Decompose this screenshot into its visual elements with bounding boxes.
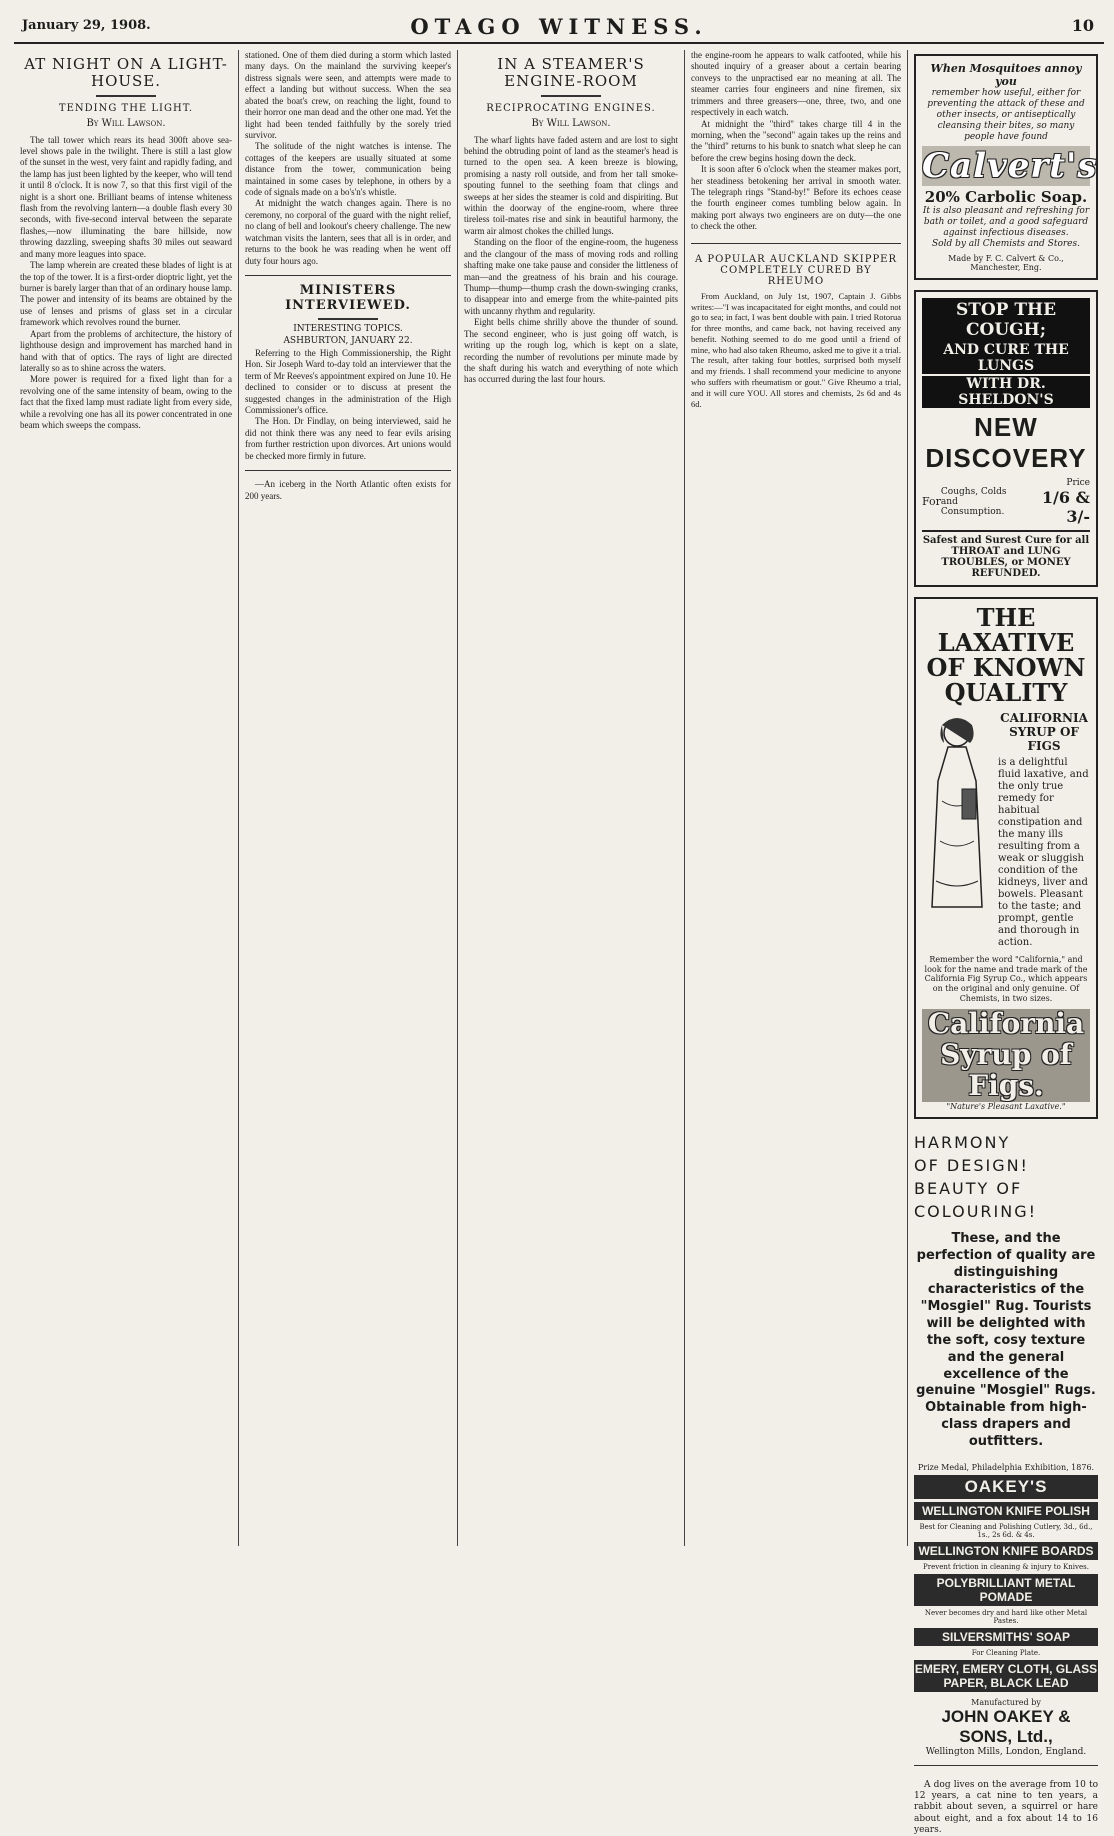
article-paragraph: The lamp wherein are created these blades of light is at the top of the tower. It is a first-order dioptric light, yet the burner is barely larger than that of an ordinary house lamp. The power and intensity of its beams are obtained by the use of lenses and prisms of glass set in a circular framework which revolves round the burner. (20, 260, 233, 328)
rheumo-body: From Auckland, on July 1st, 1907, Captain J. Gibbs writes:—"I was incapacitated for eight months, and could not go to sea; in fact, I was bent double with pain. I tried Rotorua for three months, and came back, not having received any benefit. Nothing seemed to do me good until a friend of mine, who had also taken Rheumo, asked me to give it a trial. The result, after taking four bottles, surprised both myself and my friends. I shall recommend your medicine to anyone who suffers with rheumatism or gout." Give Rheumo a trial, and it will cure YOU. All stores and chemists, 2s 6d and 4s 6d. (691, 290, 901, 409)
oakey-note-1: Best for Cleaning and Polishing Cutlery, 3d., 6d., 1s., 2s 6d. & 4s. (919, 1522, 1093, 1539)
calvert-brand: Calvert's (922, 146, 1098, 187)
calvert-note: It is also pleasant and refreshing for bath or toilet, and a good safeguard against infectious diseases. (922, 206, 1090, 238)
column-5 (908, 50, 1104, 1835)
oakey-note-3: Never becomes dry and hard like other Metal Pastes. (924, 1608, 1088, 1625)
mosgiel-h2: OF DESIGN! (914, 1155, 1029, 1175)
article-paragraph: Apart from the problems of architecture, the history of lighthouse design and improvement has marched hand in hand with that of optics. The rays of light are directed laterally so as to shine across the waters. (20, 328, 232, 373)
cough-line1: STOP THE COUGH; (922, 298, 1090, 342)
figs-remember: Remember the word "California," and look for the name and trade mark of the California Fig Syrup Co., which appears on the original and only genuine. Of Chemists, in two sizes. (924, 955, 1088, 1003)
cough-price: 1/6 & 3/- (1041, 487, 1090, 526)
figs-slogan: "Nature's Pleasant Laxative." (946, 1101, 1066, 1111)
figs-ad (914, 597, 1098, 1119)
figs-right (998, 711, 1090, 949)
mosgiel-h3: BEAUTY OF (914, 1179, 1023, 1199)
article-paragraph: The Hon. Dr Findlay, on being interviewed, said he did not think there was any need to fear evils arising from further restriction upon divorces. Art unions would be checked more firmly in future. (245, 416, 452, 461)
issue-date: January 29, 1908. (22, 18, 151, 33)
page-number: 10 (1071, 16, 1094, 35)
iceberg-note: —An iceberg in the North Atlantic often exists for 200 years. (245, 479, 452, 501)
oakey-ad (914, 1463, 1098, 1757)
cough-safest: Safest and Surest Cure for all THROAT and LUNG TROUBLES, or MONEY REFUNDED. (922, 530, 1090, 579)
oakey-banner-1: OAKEY'S (914, 1475, 1098, 1499)
oakey-manufactured: Manufactured by (971, 1697, 1041, 1707)
oakey-company: JOHN OAKEY & SONS, Ltd., (941, 1706, 1071, 1746)
cough-line2: AND CURE THE LUNGS (922, 342, 1090, 374)
divider (691, 243, 901, 244)
mosgiel-heading (914, 1131, 1098, 1224)
lighthouse-byline: By Will Lawson. (86, 117, 166, 129)
cough-ad (914, 290, 1098, 587)
woman-figure-icon (922, 711, 992, 911)
oakey-note-4: For Cleaning Plate. (971, 1648, 1041, 1657)
article-paragraph: Referring to the High Commissionership, the Right Hon. Sir Joseph Ward to-day told an interviewer that the term of Mr Reeves's appointment expired on June 10. He declined to consider or to discuss at present the suggested changes in the administration of the High Commissioner's office. (245, 347, 452, 415)
cough-for: For (922, 495, 941, 509)
calvert-text: remember how useful, either for preventing the attack of these and other insects, or antiseptically cleansing their bites, so many people have found (927, 88, 1085, 142)
article-paragraph: The solitude of the night watches is intense. The cottages of the keepers are usually situated at some distance from the tower, communication being maintained in some cases by telephone, in others by a code of signals made on a bo's'n's whistle. (245, 141, 452, 198)
calvert-sold: Sold by all Chemists and Stores. (931, 238, 1080, 249)
cough-items: Coughs, Colds and Consumption. (940, 486, 1007, 517)
cough-details (922, 478, 1090, 526)
oakey-banner-4: POLYBRILLIANT METAL POMADE (914, 1574, 1098, 1606)
mosgiel-ad (914, 1131, 1098, 1451)
article-paragraph: the engine-room he appears to walk catfooted, while his shouted inquiry of a greaser about a certain bearing conveys to the unpractised ear no meaning at all. The steamer carries four engineers and nine firemen, six trimmers and three greasers—one, three, two, and one respectively in each watch. (691, 50, 901, 118)
oakey-prize: Prize Medal, Philadelphia Exhibition, 1876. (917, 1462, 1095, 1472)
engine-room-headline: IN A STEAMER'S ENGINE-ROOM (497, 55, 645, 91)
article-paragraph: The wharf lights have faded astern and are lost to sight behind the obtruding point of land as the steamer's head is turned to the open sea. A keen breeze is blowing, promising a nasty roll outside, and from her tall smoke-spouting funnel to the seething foam that clings and sweeps at her sides the steamer is cold and dispiriting. But within the doorway of the engine-room, where three tireless toil-mates rise and sink in beautiful harmony, the warm air almost chokes the chilled lungs. (464, 134, 678, 236)
masthead (14, 12, 1104, 44)
article-paragraph: stationed. One of them died during a storm which lasted many days. On the mainland the surviving keeper's distress signals were seen, and attempts were made to effect a landing but without success. When the sea abated the boat's crew, on reaching the light, found to their horror one man dead and the other one mad. Yet the light had been tended faithfully by the sorely tried survivor. (245, 50, 452, 140)
divider (541, 95, 601, 97)
column-1 (14, 50, 239, 1546)
oakey-banner-5: SILVERSMITHS' SOAP (914, 1628, 1098, 1646)
oakey-banner-2: WELLINGTON KNIFE POLISH (914, 1502, 1098, 1520)
newspaper-title: OTAGO WITNESS. (410, 14, 708, 39)
column-2 (239, 50, 458, 1546)
divider (318, 318, 378, 320)
cough-line3: WITH DR. SHELDON'S (922, 376, 1090, 408)
figs-text: is a delightful fluid laxative, and the only true remedy for habitual constipation and the many ills resulting from a weak or sluggish condition of the kidneys, liver and bowels. Pleasant to the taste; and prompt, gentle and thorough in action. (998, 757, 1089, 949)
engine-room-byline: By Will Lawson. (531, 117, 611, 129)
divider (245, 275, 451, 276)
divider (245, 470, 451, 471)
article-paragraph: Eight bells chime shrilly above the thunder of sound. The second engineer, who is just going off watch, is writing up the rough log, which is kept on a slate, recording the number of revolutions per minute made by the shaft during his watch and everything of note which has occurred during the last four hours. (464, 317, 678, 385)
cough-price-label: Price (1066, 477, 1090, 488)
figs-title: THE LAXATIVE OF KNOWN QUALITY (926, 602, 1086, 708)
lighthouse-headline: AT NIGHT ON A LIGHT-HOUSE. (24, 55, 228, 91)
mosgiel-body: These, and the perfection of quality are distinguishing characteristics of the "Mosgiel" Rug. Tourists will be delighted with the soft, cosy texture and the general excellence of the genuine "Mosgiel" Rugs. Obtainable from high-class drapers and outfitters. (916, 1231, 1096, 1450)
rheumo-headline: A POPULAR AUCKLAND SKIPPER COMPLETELY CURED BY RHEUMO (694, 253, 897, 287)
article-paragraph: At midnight the "third" takes charge till 4 in the morning, when the "second" again takes up the reins and the "third" returns to his bunk to snatch what sleep he can before the crew begins hosing down the deck. (691, 118, 901, 163)
ministers-headline: MINISTERS INTERVIEWED. (285, 283, 411, 313)
ministers-subhead: INTERESTING TOPICS. (293, 323, 403, 334)
calvert-maker: Made by F. C. Calvert & Co., Manchester, Eng. (948, 253, 1064, 272)
figs-brand: CALIFORNIA SYRUP OF FIGS (1000, 711, 1088, 754)
article-paragraph: More power is required for a fixed light than for a revolving one of the same intensity of beam, owing to the fact that the fixed lamp must radiate light from every side, while a revolving one has all its power concentrated in one beam which sweeps the compass. (20, 374, 232, 431)
figs-body (922, 711, 1090, 949)
oakey-banner-6: EMERY, EMERY CLOTH, GLASS PAPER, BLACK LEAD (914, 1661, 1098, 1690)
oakey-address: Wellington Mills, London, England. (925, 1746, 1087, 1757)
divider (914, 1765, 1098, 1766)
calvert-headline: When Mosquitoes annoy you (930, 62, 1082, 89)
article-paragraph: Standing on the floor of the engine-room, the hugeness and the clangour of the mass of moving rods and rolling shafting make one take pause and consider the littleness of man—and the greatness of his brain and his courage. Thump—thump—thump crash the down-swinging cranks, to disappear into and emerge from the white-painted pits with uncanny rhythm and regularity. (464, 237, 678, 316)
lighthouse-subhead: TENDING THE LIGHT. (58, 102, 194, 114)
oakey-note-2: Prevent friction in cleaning & injury to Knives. (923, 1562, 1089, 1571)
article-paragraph: The tall tower which rears its head 300ft above sea-level shows pale in the twilight. There is still a last glow of the sunset in the west, very faint and rapidly fading, and the lamp has just been lighted by the keeper, who will tend it until 8 o'clock. It is now 7, so that this first vigil of the night is a short one. Brilliant beams of intense whiteness flash from the revolving lantern—a double flash every 30 seconds, with five-second interval between the separate flashes,—now illuminating the bare hillside, now throwing dazzling, sweeping shafts 30 miles out seaward and many more leagues into space. (20, 134, 232, 259)
figs-bigname: California Syrup of Figs. (922, 1009, 1090, 1101)
mosgiel-h1: HARMONY (914, 1132, 1011, 1152)
article-paragraph: It is soon after 6 o'clock when the steamer makes port, her steadiness betokening her arrival in smooth water. The telegraph rings "Stand-by!" Before its echoes cease the fourth engineer comes tumbling below again. In making port always two engineers are on duty—the one to check the other. (691, 164, 901, 232)
oakey-banner-3: WELLINGTON KNIFE BOARDS (914, 1542, 1098, 1560)
dog-lifespan-note: A dog lives on the average from 10 to 12 years, a cat nine to ten years, a rabbit about seven, a squirrel or hare about eight, and a fox about 14 to 16 years. (914, 1779, 1098, 1835)
mosgiel-h4: COLOURING! (914, 1202, 1038, 1222)
divider (96, 95, 156, 97)
columns (14, 50, 1104, 1835)
engine-room-subhead: RECIPROCATING ENGINES. (486, 102, 656, 114)
column-3 (458, 50, 685, 1546)
calvert-product: 20% Carbolic Soap. (924, 188, 1088, 207)
article-paragraph: At midnight the watch changes again. There is no ceremony, no corporal of the guard with the night relief, no clang of bell and lookout's cheery challenge. The new watchman visits the lantern, sees that all is in order, and returns to the book he was reading when he went off duty four hours ago. (245, 198, 452, 266)
column-4 (685, 50, 908, 1546)
ministers-dateline: ASHBURTON, JANUARY 22. (283, 335, 413, 346)
calvert-ad (914, 54, 1098, 280)
cough-price-block (1021, 478, 1090, 526)
cough-line4: NEW DISCOVERY (925, 411, 1087, 473)
